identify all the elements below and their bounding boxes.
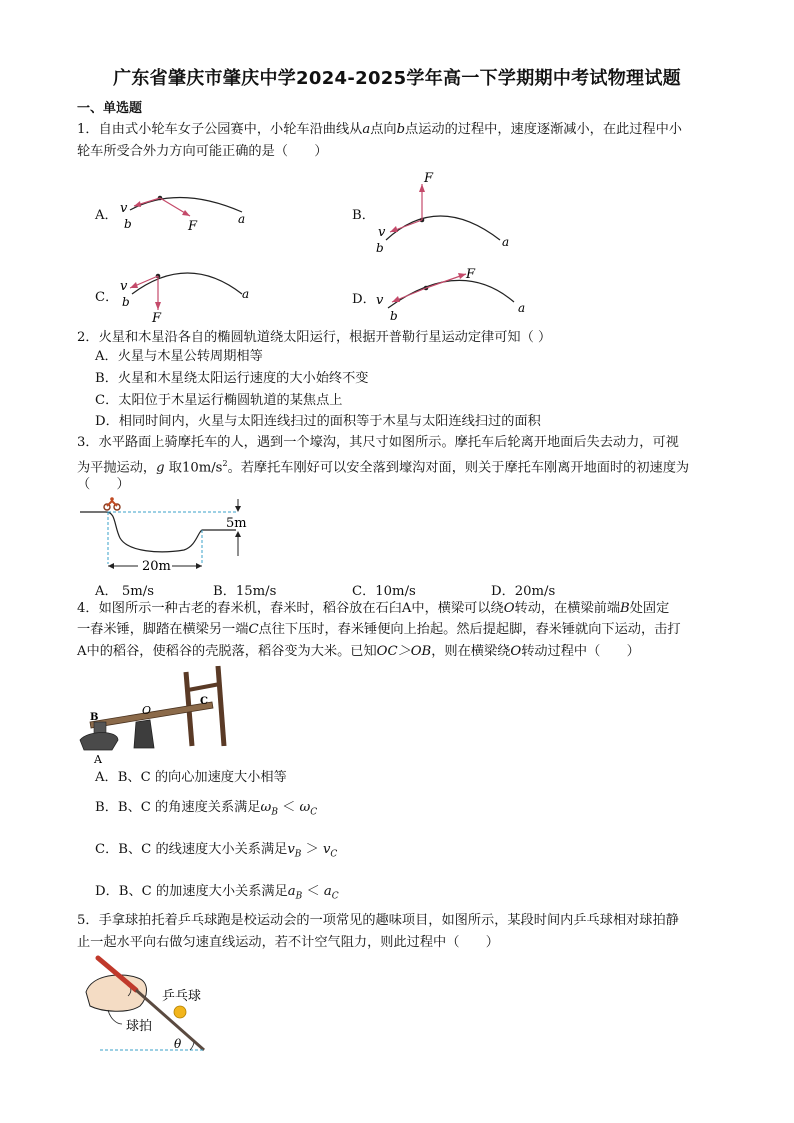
svg-text:v: v (376, 293, 384, 308)
q4-option-b[interactable]: B．B、C 的角速度关系满足$\omega_B < \omega_C$ (95, 800, 318, 818)
q2-option-d[interactable]: D．相同时间内，火星与太阳连线扫过的面积等于木星与太阳连线扫过的面积 (95, 414, 541, 429)
q4-stem-line3: A中的稻谷，使稻谷的壳脱落，稻谷变为大米。已知OC＞OB，则在横梁绕O转动过程中（ ） (77, 644, 640, 659)
svg-text:F: F (424, 171, 434, 186)
svg-text:v: v (120, 201, 128, 216)
svg-text:v: v (120, 279, 128, 294)
page-title: 广东省肇庆市肇庆中学2024-2025学年高一下学期期中考试物理试题 (113, 68, 681, 89)
svg-text:b: b (122, 295, 130, 309)
q1-option-c[interactable]: C． (95, 290, 119, 305)
svg-text:F: F (466, 267, 476, 282)
q4-rice-pounder-figure (78, 660, 238, 766)
q1-stem-line1: 1．自由式小轮车女子公园赛中，小轮车沿曲线从a点向b点运动的过程中，速度逐渐减小，在此过程中小 (77, 122, 682, 137)
q4-option-c[interactable]: C．B、C 的线速度大小关系满足$v_B > v_C$ (95, 842, 338, 860)
q3-ditch-figure (80, 496, 250, 576)
q3-stem-line3: （ ） (77, 477, 130, 492)
svg-text:5m: 5m (226, 516, 247, 531)
svg-text:O: O (142, 704, 152, 717)
svg-text:θ: θ (174, 1037, 182, 1051)
svg-text:B: B (90, 712, 99, 723)
q3-option-b[interactable]: B．15m/s (213, 584, 277, 599)
motorcycle-icon (104, 497, 120, 510)
section-heading: 一、单选题 (77, 101, 143, 116)
svg-text:a: a (238, 212, 246, 226)
q1-figure-c (118, 264, 268, 326)
q3-stem-line1: 3．水平路面上骑摩托车的人，遇到一个壕沟，其尺寸如图所示。摩托车后轮离开地面后失去动力，可视 (77, 435, 679, 450)
svg-text:a: a (242, 287, 250, 301)
svg-text:球拍: 球拍 (126, 1019, 153, 1034)
svg-text:b: b (124, 217, 132, 231)
svg-text:F: F (152, 311, 162, 326)
q3-stem-line2: 为平抛运动，g 取$10m/s^2$。若摩托车刚好可以安全落到壕沟对面，则关于摩托车刚离开地面时的初速度为 (77, 459, 690, 476)
q4-option-a[interactable]: A．B、C 的向心加速度大小相等 (95, 770, 287, 785)
svg-text:20m: 20m (142, 559, 171, 574)
q3-option-d[interactable]: D．20m/s (491, 584, 556, 599)
svg-text:a: a (518, 301, 526, 315)
q3-option-c[interactable]: C．10m/s (352, 584, 416, 599)
svg-text:a: a (502, 235, 510, 249)
q1-figure-d (374, 264, 534, 326)
q1-figure-b (374, 168, 524, 253)
q4-stem-line2: 一舂米锤，脚踏在横梁另一端C点往下压时，舂米锤便向上抬起。然后提起脚，舂米锤就向下运动，击打 (77, 622, 681, 637)
q2-stem: 2．火星和木星沿各自的椭圆轨道绕太阳运行，根据开普勒行星运动定律可知（ ） (77, 330, 552, 345)
svg-text:A: A (94, 753, 102, 766)
q4-stem-line1: 4．如图所示一种古老的舂米机，舂米时，稻谷放在石臼A中，横梁可以绕O转动，在横梁前端B处固定 (77, 601, 670, 616)
q1-option-d[interactable]: D． (352, 292, 376, 307)
q5-stem-line2: 止一起水平向右做匀速直线运动，若不计空气阻力，则此过程中（ ） (77, 935, 499, 950)
q1-stem-line2: 轮车所受合外力方向可能正确的是（ ） (77, 144, 328, 159)
svg-text:b: b (376, 241, 384, 255)
svg-text:乒乓球: 乒乓球 (162, 989, 202, 1004)
q1-figure-a (118, 190, 268, 240)
q1-option-a[interactable]: A． (95, 208, 118, 223)
q5-racket-figure (78, 954, 228, 1058)
svg-text:F: F (188, 219, 198, 234)
svg-text:b: b (390, 309, 398, 323)
q2-option-b[interactable]: B．火星和木星绕太阳运行速度的大小始终不变 (95, 371, 369, 386)
q5-stem-line1: 5．手拿球拍托着乒乓球跑是校运动会的一项常见的趣味项目，如图所示，某段时间内乒乓球相对球拍静 (77, 913, 679, 928)
svg-text:v: v (378, 225, 386, 240)
q4-option-d[interactable]: D．B、C 的加速度大小关系满足$a_B < a_C$ (95, 884, 339, 902)
q2-option-a[interactable]: A．火星与木星公转周期相等 (95, 349, 263, 364)
q2-option-c[interactable]: C．太阳位于木星运行椭圆轨道的某焦点上 (95, 393, 343, 408)
svg-text:C: C (200, 696, 208, 707)
q1-option-b[interactable]: B． (352, 208, 375, 223)
q3-option-a[interactable]: A． 5m/s (95, 584, 155, 599)
